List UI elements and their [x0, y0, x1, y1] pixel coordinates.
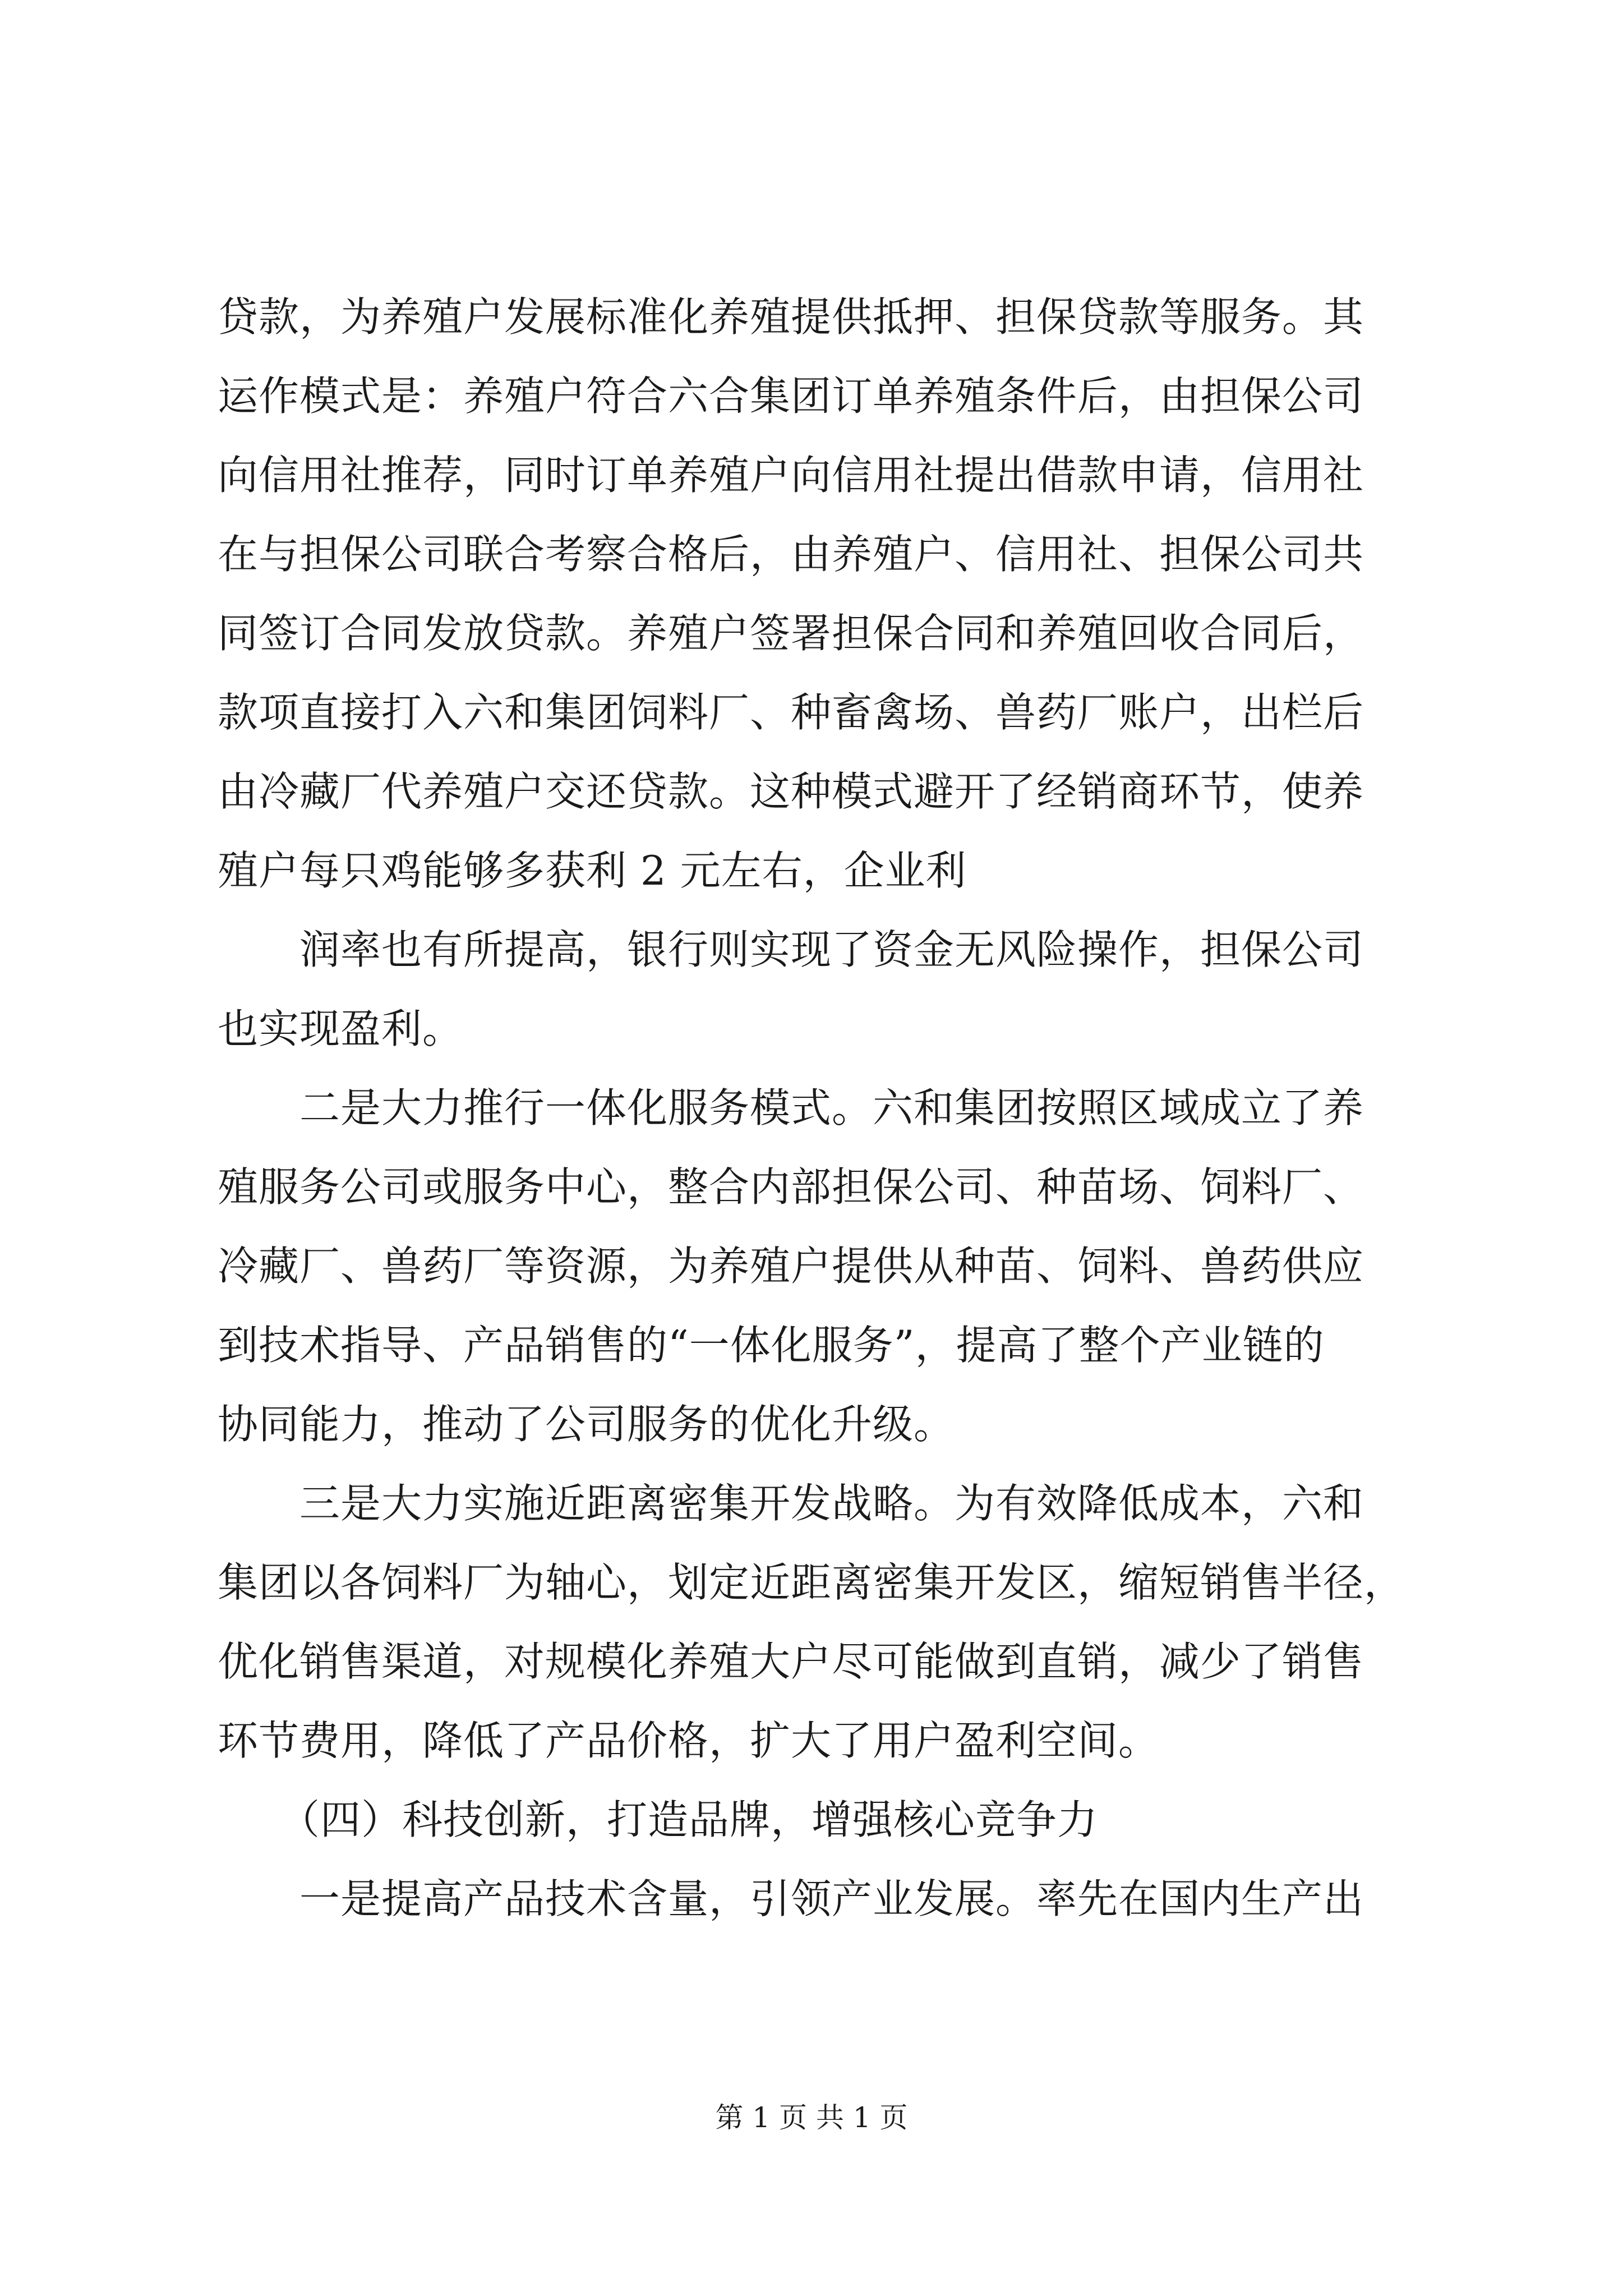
text-line: 集团以各饲料厂为轴心，划定近距离密集开发区，缩短销售半径， — [218, 1559, 1405, 1606]
text-line: 三是大力实施近距离密集开发战略。为有效降低成本，六和 — [218, 1480, 1364, 1527]
text-line: 在与担保公司联合考察合格后，由养殖户、信用社、担保公司共 — [218, 531, 1364, 578]
text-line: 到技术指导、产品销售的“一体化服务”，提高了整个产业链的 — [218, 1322, 1325, 1369]
text-line: 也实现盈利。 — [218, 1005, 464, 1052]
text-line: 向信用社推荐，同时订单养殖户向信用社提出借款申请，信用社 — [218, 452, 1364, 499]
text-line: 冷藏厂、兽药厂等资源，为养殖户提供从种苗、饲料、兽药供应 — [218, 1243, 1364, 1290]
text-line: 环节费用，降低了产品价格，扩大了用户盈利空间。 — [218, 1717, 1160, 1764]
text-line: 殖服务公司或服务中心，整合内部担保公司、种苗场、饲料厂、 — [218, 1163, 1364, 1211]
text-line: 协同能力，推动了公司服务的优化升级。 — [218, 1401, 955, 1448]
text-line: 二是大力推行一体化服务模式。六和集团按照区域成立了养 — [218, 1084, 1364, 1131]
text-line: 殖户每只鸡能够多获利 2 元左右，企业利 — [218, 847, 967, 894]
text-line: 由冷藏厂代养殖户交还贷款。这种模式避开了经销商环节，使养 — [218, 768, 1364, 815]
text-line: 一是提高产品技术含量，引领产业发展。率先在国内生产出 — [218, 1875, 1364, 1922]
text-line: 贷款，为养殖户发展标准化养殖提供抵押、担保贷款等服务。其 — [218, 293, 1364, 341]
body-text — [218, 278, 1407, 1939]
section-heading: （四）科技创新，打造品牌，增强核心竞争力 — [218, 1796, 1099, 1843]
page-footer: 第 1 页 共 1 页 — [715, 2101, 908, 2134]
text-line: 运作模式是：养殖户符合六合集团订单养殖条件后，由担保公司 — [218, 372, 1364, 420]
text-line: 润率也有所提高，银行则实现了资金无风险操作，担保公司 — [218, 926, 1364, 973]
text-line: 优化销售渠道，对规模化养殖大户尽可能做到直销，减少了销售 — [218, 1638, 1364, 1685]
text-line: 同签订合同发放贷款。养殖户签署担保合同和养殖回收合同后， — [218, 610, 1364, 657]
text-line: 款项直接打入六和集团饲料厂、种畜禽场、兽药厂账户，出栏后 — [218, 689, 1364, 736]
